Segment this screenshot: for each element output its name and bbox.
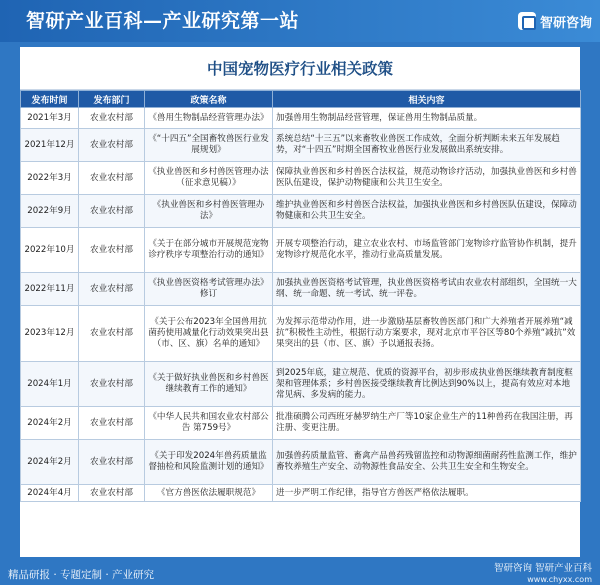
cell-dept: 农业农村部 [79, 162, 145, 195]
policy-table-body [21, 108, 581, 502]
cell-dept: 农业农村部 [79, 485, 145, 502]
cell-content: 保障执业兽医和乡村兽医合法权益，规范动物诊疗活动，加强执业兽医和乡村兽医队伍建设，保护动物健康和公共卫生安全。 [273, 162, 581, 195]
cell-policy-name: 《关于公布2023年全国兽用抗菌药使用减量化行动效果突出县（市、区、旗）名单的通知》 [145, 306, 273, 362]
cell-date: 2024年4月 [21, 485, 79, 502]
cell-date: 2021年12月 [21, 129, 79, 162]
document-title: 中国宠物医疗行业相关政策 [20, 47, 580, 90]
cell-policy-name: 《关于印发2024年兽药质量监督抽检和风险监测计划的通知》 [145, 440, 273, 485]
cell-dept: 农业农村部 [79, 108, 145, 129]
cell-policy-name: 《执业兽医和乡村兽医管理办法（征求意见稿）》 [145, 162, 273, 195]
site-title: 智研产业百科—产业研究第一站 [26, 10, 300, 32]
table-row [21, 485, 581, 502]
column-header-content: 相关内容 [273, 91, 581, 108]
table-row [21, 440, 581, 485]
document-card [20, 47, 580, 557]
cell-dept: 农业农村部 [79, 129, 145, 162]
cell-date: 2024年1月 [21, 362, 79, 407]
footer-url[interactable]: www.chyxx.com [527, 575, 592, 584]
cell-content: 为发挥示范带动作用，进一步激励基层畜牧兽医部门和广大养殖者开展养殖“减抗”积极性主动性，根据行动方案要求，现对北京市平谷区等80个养殖“减抗”效果突出的县（市、区、旗）予以通报表扬。 [273, 306, 581, 362]
table-row [21, 362, 581, 407]
cell-date: 2022年3月 [21, 162, 79, 195]
policy-table [20, 90, 581, 502]
cell-dept: 农业农村部 [79, 306, 145, 362]
footer-bar [0, 562, 600, 585]
cell-date: 2022年11月 [21, 273, 79, 306]
cell-policy-name: 《“十四五”全国畜牧兽医行业发展规划》 [145, 129, 273, 162]
cell-content: 批准硕腾公司西班牙赫罗纳生产厂等10家企业生产的11种兽药在我国注册，再注册、变更注册。 [273, 407, 581, 440]
cell-content: 到2025年底，建立规范、优质的资源平台，初步形成执业兽医继续教育制度框架和管理体系；乡村兽医接受继续教育比例达到90%以上，提高有效应对本地常见病、多发病的能力。 [273, 362, 581, 407]
cell-policy-name: 《关于在部分城市开展规范宠物诊疗秩序专项整治行动的通知》 [145, 228, 273, 273]
logo-icon [518, 12, 536, 30]
cell-policy-name: 《官方兽医依法履职规范》 [145, 485, 273, 502]
cell-date: 2021年3月 [21, 108, 79, 129]
brand-logo[interactable] [518, 10, 592, 32]
footer-tagline: 精品研报 · 专题定制 · 产业研究 [8, 569, 155, 581]
cell-content: 维护执业兽医和乡村兽医合法权益，加强执业兽医和乡村兽医队伍建设，保障动物健康和公共卫生安全。 [273, 195, 581, 228]
table-row [21, 273, 581, 306]
cell-date: 2022年10月 [21, 228, 79, 273]
cell-policy-name: 《关于做好执业兽医和乡村兽医继续教育工作的通知》 [145, 362, 273, 407]
cell-date: 2024年2月 [21, 407, 79, 440]
cell-content: 系统总结“十三五”以来畜牧业兽医工作成效，全面分析判断未来五年发展趋势，对“十四五”时期全国畜牧业兽医行业发展做出系统安排。 [273, 129, 581, 162]
cell-dept: 农业农村部 [79, 195, 145, 228]
cell-content: 进一步严明工作纪律，指导官方兽医严格依法履职。 [273, 485, 581, 502]
table-row [21, 228, 581, 273]
cell-policy-name: 《执业兽医资格考试管理办法》修订 [145, 273, 273, 306]
table-row [21, 108, 581, 129]
cell-content: 加强兽用生物制品经营管理，保证兽用生物制品质量。 [273, 108, 581, 129]
table-row [21, 162, 581, 195]
logo-text: 智研咨询 [539, 15, 592, 31]
cell-dept: 农业农村部 [79, 362, 145, 407]
table-row [21, 195, 581, 228]
cell-policy-name: 《兽用生物制品经营管理办法》 [145, 108, 273, 129]
cell-policy-name: 《执业兽医和乡村兽医管理办法》 [145, 195, 273, 228]
cell-policy-name: 《中华人民共和国农业农村部公告 第759号》 [145, 407, 273, 440]
table-header-row [21, 91, 581, 108]
cell-dept: 农业农村部 [79, 407, 145, 440]
cell-content: 加强兽药质量监管、畜禽产品兽药残留监控和动物源细菌耐药性监测工作，维护畜牧养殖生产安全、动物源性食品安全、公共卫生安全和生物安全。 [273, 440, 581, 485]
table-row [21, 129, 581, 162]
footer-brand[interactable] [494, 563, 592, 585]
table-row [21, 407, 581, 440]
column-header-date: 发布时间 [21, 91, 79, 108]
column-header-dept: 发布部门 [79, 91, 145, 108]
column-header-name: 政策名称 [145, 91, 273, 108]
cell-date: 2023年12月 [21, 306, 79, 362]
footer-brand-name: 智研咨询 智研产业百科 [493, 563, 592, 574]
cell-dept: 农业农村部 [79, 228, 145, 273]
cell-date: 2024年2月 [21, 440, 79, 485]
cell-date: 2022年9月 [21, 195, 79, 228]
table-row [21, 306, 581, 362]
cell-dept: 农业农村部 [79, 273, 145, 306]
cell-dept: 农业农村部 [79, 440, 145, 485]
cell-content: 开展专项整治行动，建立农业农村、市场监管部门宠物诊疗监管协作机制，提升宠物诊疗规范化水平，推动行业高质量发展。 [273, 228, 581, 273]
cell-content: 加强执业兽医资格考试管理，执业兽医资格考试由农业农村部组织，全国统一大纲、统一命题、统一考试、统一评卷。 [273, 273, 581, 306]
top-banner [0, 0, 600, 42]
